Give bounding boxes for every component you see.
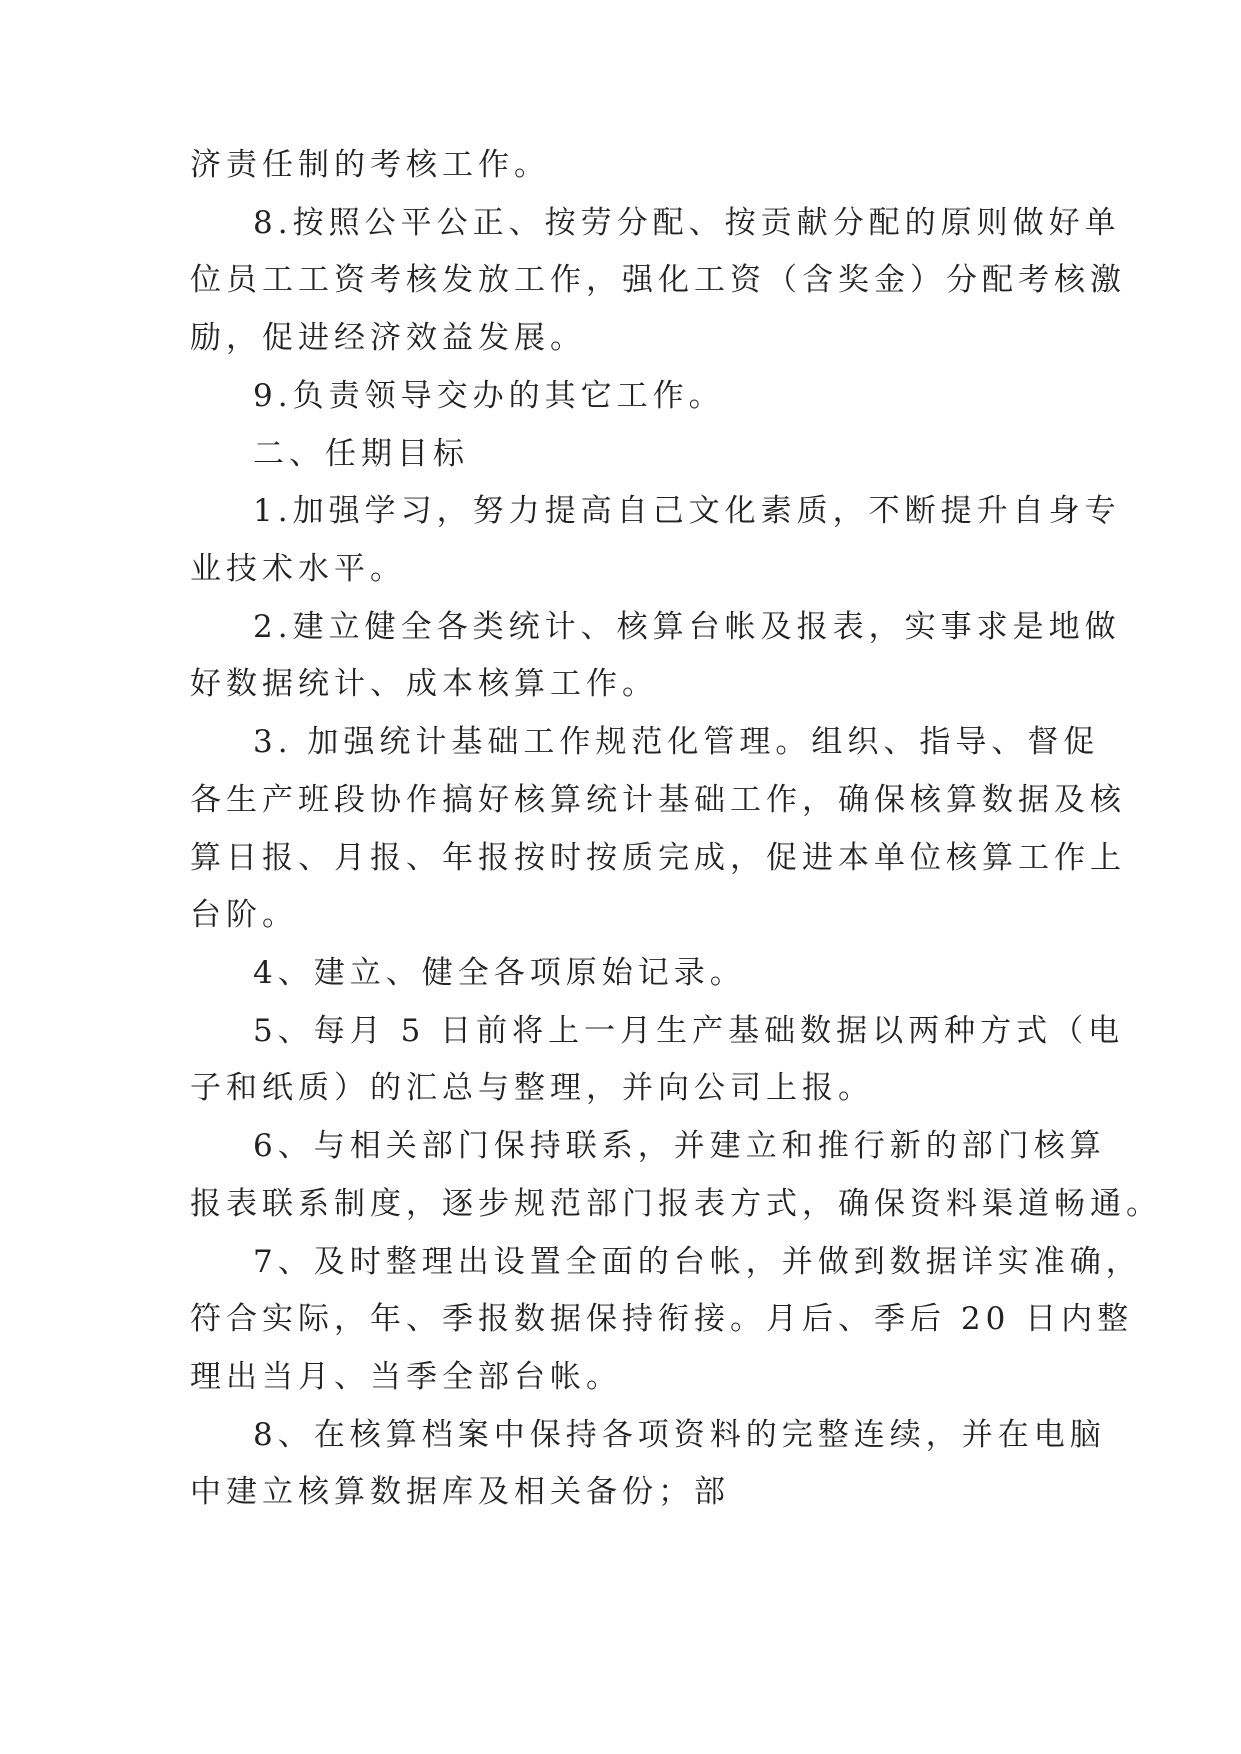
text-line: 台阶。 [190, 897, 298, 933]
text-line: 8、在核算档案中保持各项资料的完整连续，并在电脑 [253, 1417, 1106, 1453]
text-line: 励，促进经济效益发展。 [190, 320, 586, 356]
text-line: 2.建立健全各类统计、核算台帐及报表，实事求是地做 [253, 609, 1121, 645]
text-line: 理出当月、当季全部台帐。 [190, 1359, 622, 1395]
text-line: 业技术水平。 [190, 551, 406, 587]
text-line: 报表联系制度，逐步规范部门报表方式，确保资料渠道畅通。 [190, 1186, 1162, 1222]
text-line: 符合实际，年、季报数据保持衔接。月后、季后 20 日内整 [190, 1301, 1134, 1337]
text-line: 4、建立、健全各项原始记录。 [253, 955, 746, 991]
text-line: 6、与相关部门保持联系，并建立和推行新的部门核算 [253, 1128, 1106, 1164]
text-line: 好数据统计、成本核算工作。 [190, 666, 658, 702]
text-line: 济责任制的考核工作。 [190, 147, 550, 183]
text-line: 8.按照公平公正、按劳分配、按贡献分配的原则做好单 [253, 205, 1121, 241]
text-line: 3. 加强统计基础工作规范化管理。组织、指导、督促 [253, 724, 1100, 760]
text-line: 中建立核算数据库及相关备份；部 [190, 1474, 730, 1510]
text-line: 9.负责领导交办的其它工作。 [253, 378, 725, 414]
text-line: 1.加强学习，努力提高自己文化素质，不断提升自身专 [253, 493, 1121, 529]
text-line: 各生产班段协作搞好核算统计基础工作，确保核算数据及核 [190, 782, 1126, 818]
text-line: 算日报、月报、年报按时按质完成，促进本单位核算工作上 [190, 840, 1126, 876]
text-line: 5、每月 5 日前将上一月生产基础数据以两种方式（电 [253, 1013, 1125, 1049]
section-heading: 二、任期目标 [253, 436, 469, 472]
text-line: 7、及时整理出设置全面的台帐，并做到数据详实准确， [253, 1244, 1142, 1280]
text-line: 子和纸质）的汇总与整理，并向公司上报。 [190, 1070, 874, 1106]
text-line: 位员工工资考核发放工作，强化工资（含奖金）分配考核激 [190, 262, 1126, 298]
